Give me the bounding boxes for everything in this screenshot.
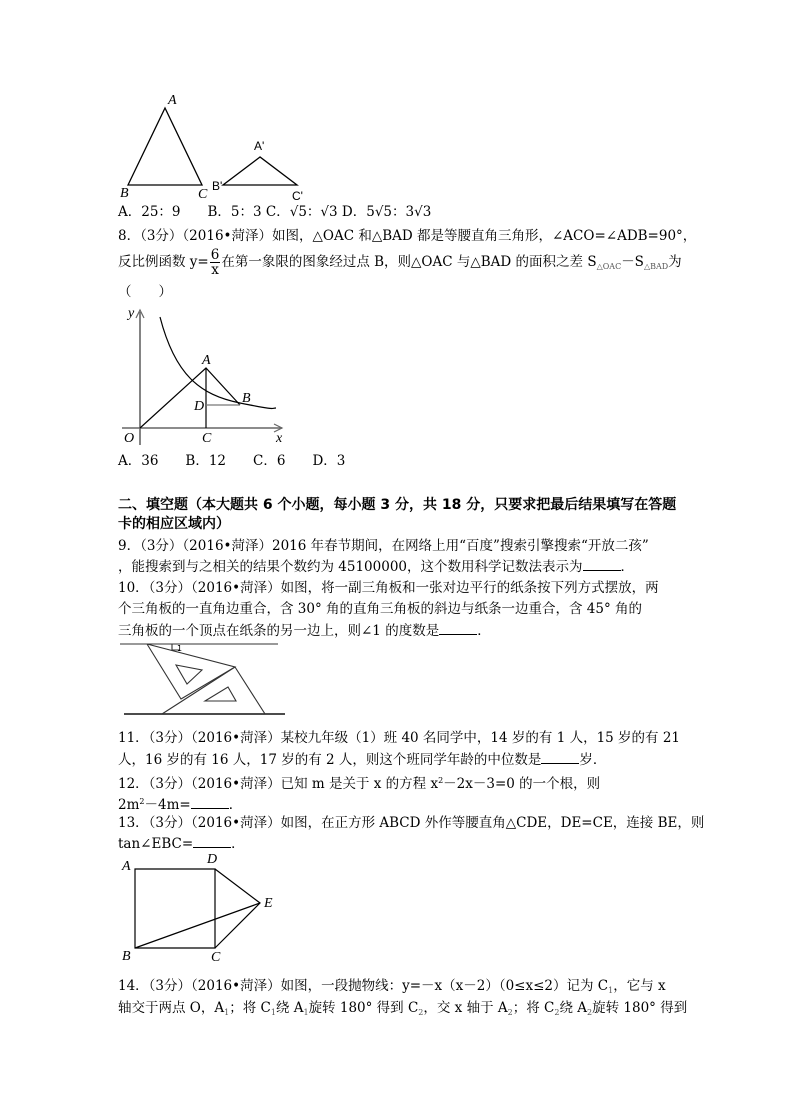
q10-end: ．	[477, 623, 491, 639]
label-C: C	[202, 431, 212, 446]
label-O: O	[124, 431, 135, 446]
q13-text: tan∠EBC=	[118, 836, 194, 852]
q10-line1: 10．（3分）（2016•菏泽）如图，将一副三角板和一张对边平行的纸条按下列方式摆放，两	[118, 580, 659, 596]
q14-text: 旋转 180° 得到 C	[308, 1000, 419, 1016]
subscript: 1	[303, 1008, 309, 1017]
label-B: B	[242, 391, 251, 406]
label-A: A	[168, 93, 177, 108]
subscript: 1	[224, 1008, 230, 1017]
q10-line3	[118, 622, 491, 640]
q14-text: ，它与 x	[613, 978, 666, 994]
set-squares-strip-figure	[120, 644, 285, 714]
superscript: 2	[139, 797, 145, 806]
q8-text: 在第一象限的图象经过点 B，则△OAC 与△BAD 的面积之差 S	[221, 254, 597, 270]
section-heading: 二、填空题（本大题共 6 个小题，每小题 3 分，共 18 分，只要求把最后结果填写在答题	[118, 497, 677, 513]
answer-blank	[193, 835, 231, 848]
label-angle-1: 1	[177, 644, 183, 653]
q12-line1	[118, 772, 600, 793]
q12-text: 2m	[118, 797, 140, 813]
q8-text: －S	[621, 254, 644, 270]
q11-end: 岁．	[579, 752, 607, 768]
q14-text: 14．（3分）（2016•菏泽）如图，一段抛物线：y=－x（x－2）（0≤x≤2）记为 C	[118, 978, 609, 994]
subscript: △OAC	[596, 262, 622, 271]
label-E: E	[264, 896, 273, 911]
section-heading-cont: 卡的相应区域内）	[118, 516, 230, 532]
label-B-prime: B'	[212, 179, 223, 193]
subscript: 2	[507, 1008, 513, 1017]
q11-line1: 11．（3分）（2016•菏泽）某校九年级（1）班 40 名同学中，14 岁的有 1 人，15 岁的有 21	[118, 730, 681, 746]
q14-text: ，交 x 轴于 A	[423, 1000, 508, 1016]
q13-line1: 13．（3分）（2016•菏泽）如图，在正方形 ABCD 外作等腰直角△CDE，DE=CE，连接 BE，则	[118, 815, 705, 831]
fraction-numerator: 6	[210, 247, 220, 263]
label-A: A	[202, 353, 211, 368]
answer-blank	[439, 622, 477, 635]
label-D: D	[207, 852, 218, 867]
answer-blank	[191, 796, 229, 809]
q8-text: 为	[668, 254, 682, 270]
q14-text: 绕 A	[559, 1000, 587, 1016]
answer-blank	[541, 751, 579, 764]
answer-blank	[583, 558, 621, 571]
q14-text: 绕 A	[275, 1000, 304, 1016]
subscript: 1	[608, 986, 614, 995]
label-C: C	[211, 950, 221, 965]
hyperbola-graph-figure	[122, 310, 282, 445]
q13-line2	[118, 835, 245, 853]
q9-line1: 9．（3分）（2016•菏泽）2016 年春节期间，在网络上用“百度”搜索引擎搜索“开放二孩”	[118, 538, 649, 554]
q14-text: ；将 C	[229, 1000, 271, 1016]
subscript: △BAD	[643, 262, 669, 271]
q13-end: ．	[231, 836, 245, 852]
q12-text: －2x－3=0 的一个根，则	[443, 776, 601, 792]
q11-line2	[118, 751, 606, 769]
q8-line1: 8．（3分）（2016•菏泽）如图，△OAC 和△BAD 都是等腰直角三角形，∠ACO=∠ADB=90°，	[118, 228, 697, 244]
similar-triangles-figure	[128, 108, 297, 185]
q12-end: ．	[228, 797, 243, 813]
label-B: B	[122, 949, 131, 964]
q8-line2	[118, 248, 682, 277]
q8-answer-paren: （ ）	[118, 284, 172, 300]
q8-options: A．36 B．12 C．6 D．3	[118, 453, 346, 469]
label-D: D	[194, 399, 205, 414]
q14-line1	[118, 977, 666, 1000]
label-x-axis: x	[276, 431, 283, 446]
label-y-axis: y	[128, 306, 135, 321]
label-A-prime: A'	[254, 139, 265, 153]
q11-text: 人，16 岁的有 16 人，17 岁的有 2 人，则这个班同学年龄的中位数是	[118, 752, 542, 768]
q14-text: 轴交于两点 O，A	[118, 1000, 225, 1016]
label-C: C	[198, 187, 208, 202]
subscript: 1	[270, 1008, 276, 1017]
q12-text: －4m=	[144, 797, 191, 813]
label-A: A	[122, 859, 131, 874]
q10-line2: 个三角板的一直角边重合，含 30° 角的直角三角板的斜边与纸条一边重合，含 45° 角的	[118, 601, 643, 617]
label-C-prime: C'	[292, 189, 303, 203]
q9-line2	[118, 558, 634, 576]
q12-line2	[118, 793, 242, 814]
q7-options: A．25：9 B．5：3 C．√5：√3 D．5√5：3√3	[118, 204, 432, 220]
subscript: 2	[554, 1008, 560, 1017]
q8-text: 反比例函数 y=	[118, 254, 209, 270]
q12-text: 12．（3分）（2016•菏泽）已知 m 是关于 x 的方程 x	[118, 776, 439, 792]
q14-text: 旋转 180° 得到	[592, 1000, 688, 1016]
subscript: 2	[418, 1008, 424, 1017]
label-B: B	[120, 186, 129, 201]
q9-end: ．	[620, 559, 635, 575]
fraction-denominator: x	[211, 262, 219, 278]
superscript: 2	[438, 776, 444, 785]
q14-line2	[118, 999, 687, 1022]
fraction	[210, 248, 221, 277]
q14-text: ；将 C	[512, 1000, 555, 1016]
square-triangle-figure	[135, 869, 260, 948]
subscript: 2	[587, 1008, 593, 1017]
q10-text: 三角板的一个顶点在纸条的另一边上，则∠1 的度数是	[118, 623, 440, 639]
q9-text: ，能搜索到与之相关的结果个数约为 45100000，这个数用科学记数法表示为	[118, 559, 583, 575]
